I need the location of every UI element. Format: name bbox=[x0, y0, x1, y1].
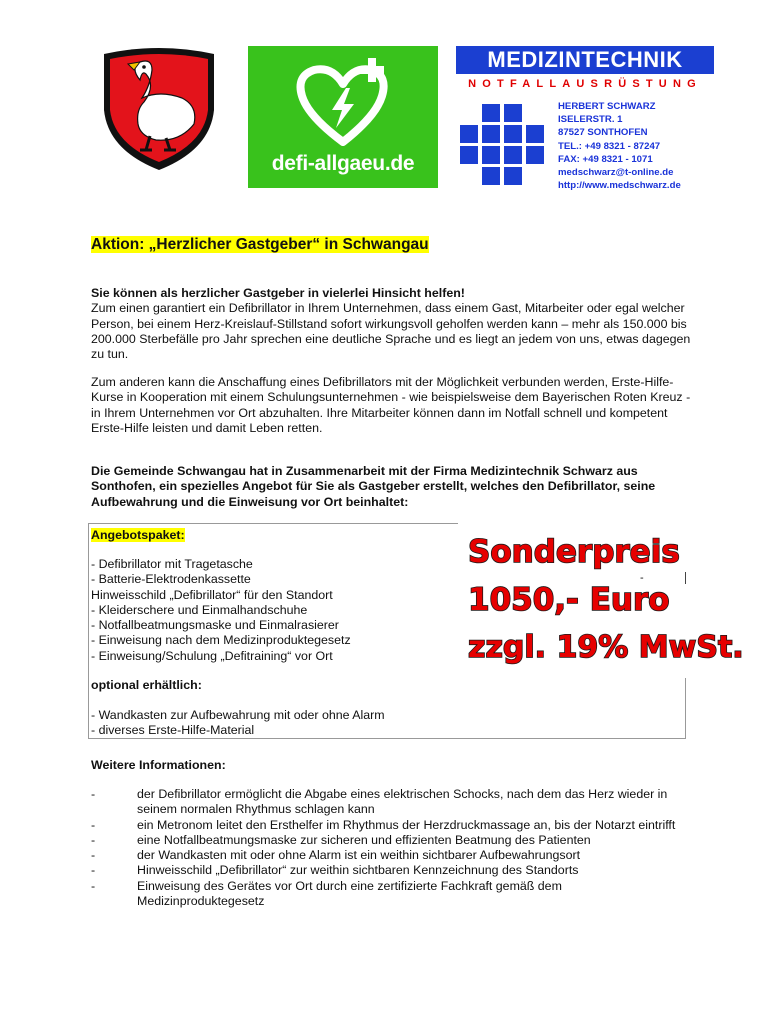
list-item-text: eine Notfallbeatmungsmaske zur sicheren und effizienten Beatmung des Patienten bbox=[137, 832, 591, 847]
swan-crest-logo bbox=[100, 46, 218, 172]
contact-city: 87527 SONTHOFEN bbox=[558, 127, 648, 139]
blue-squares-logo-icon bbox=[460, 102, 548, 188]
offer-box-border-left bbox=[88, 523, 89, 738]
list-item bbox=[91, 833, 691, 848]
document-title-text: Aktion: „Herzlicher Gastgeber“ in Schwangau bbox=[91, 236, 429, 253]
list-item: - diverses Erste-Hilfe-Material bbox=[91, 723, 255, 738]
list-item bbox=[91, 863, 691, 878]
offer-box-border-mark bbox=[685, 572, 686, 584]
contact-name: HERBERT SCHWARZ bbox=[558, 101, 656, 112]
document-title bbox=[91, 236, 429, 254]
company-contact-block bbox=[558, 100, 681, 192]
list-item-text: der Defibrillator ermöglicht die Abgabe eines elektrischen Schocks, nach dem das Herz wieder in seinem normalen Rhythmus schlagen kann bbox=[137, 787, 668, 817]
list-item: - Einweisung nach dem Medizinproduktegesetz bbox=[91, 633, 351, 648]
intro-paragraph bbox=[91, 286, 691, 362]
more-info-list bbox=[91, 787, 691, 909]
second-paragraph: Zum anderen kann die Anschaffung eines Defibrillators mit der Möglichkeit verbunden werden, Erste-Hilfe-Kurse in Kooperation mit einem Schulungsunternehmen - wie beispielsweise dem Bayerischen Roten Kreuz - in Ihrem Unternehmen vor Ort abzuhalten. Ihre Mitarbeiter können dann im Notfall schnell und kompetent Erste-Hilfe leisten und damit Leben retten. bbox=[91, 375, 691, 435]
list-item: - Wandkasten zur Aufbewahrung mit oder ohne Alarm bbox=[91, 708, 385, 722]
more-info-heading: Weitere Informationen: bbox=[91, 758, 226, 772]
list-dash: - bbox=[91, 878, 96, 893]
list-dash: - bbox=[91, 787, 96, 801]
offer-heading-text: Angebotspaket: bbox=[91, 528, 185, 542]
contact-fax: FAX: +49 8321 - 1071 bbox=[558, 153, 653, 165]
list-dash: - bbox=[91, 817, 96, 832]
intro-bold-line: Sie können als herzlicher Gastgeber in vielerlei Hinsicht helfen! bbox=[91, 286, 465, 300]
list-item: Hinweisschild „Defibrillator“ für den Standort bbox=[91, 587, 333, 602]
contact-email[interactable]: medschwarz@t-online.de bbox=[558, 167, 674, 179]
offer-list bbox=[91, 557, 351, 664]
stray-dash: - bbox=[640, 572, 644, 584]
list-item bbox=[91, 848, 691, 863]
special-price-label: Sonderpreis bbox=[468, 534, 680, 570]
list-item-text: Einweisung des Gerätes vor Ort durch eine zertifizierte Fachkraft gemäß dem Medizinproduktegesetz bbox=[137, 878, 562, 909]
medizintechnik-banner: MEDIZINTECHNIK bbox=[456, 46, 714, 74]
offer-box-border-right bbox=[685, 678, 686, 738]
optional-list bbox=[91, 708, 385, 739]
list-item: - Kleiderschere und Einmalhandschuhe bbox=[91, 602, 308, 617]
list-item: - Einweisung/Schulung „Defitraining“ vor Ort bbox=[91, 648, 333, 663]
price-amount: 1050,- Euro bbox=[468, 582, 670, 618]
optional-heading: optional erhältlich: bbox=[91, 678, 202, 692]
defi-allgaeu-logo bbox=[248, 46, 438, 188]
list-item-text: der Wandkasten mit oder ohne Alarm ist ein weithin sichtbarer Aufbewahrungsort bbox=[137, 848, 581, 863]
intro-text: Zum einen garantiert ein Defibrillator in Ihrem Unternehmen, dass einem Gast, Mitarbeiter oder egal welcher Person, bei einem Herz-Kreislauf-Stillstand sofort wirkungsvoll geholfen werden kann – mehr als 150.000 bis 200.000 Sterbefälle pro Jahr sprechen eine deutliche Sprache und es liegt an jedem von uns, etwas dagegen zu tun. bbox=[91, 301, 691, 362]
list-item: - Batterie-Elektrodenkassette bbox=[91, 572, 251, 587]
list-item bbox=[91, 818, 691, 833]
list-dash: - bbox=[91, 848, 96, 863]
list-item bbox=[91, 787, 691, 818]
contact-website[interactable]: http://www.medschwarz.de bbox=[558, 180, 681, 192]
contact-street: ISELERSTR. 1 bbox=[558, 114, 623, 126]
list-item bbox=[91, 879, 691, 910]
offer-box-border-top bbox=[88, 523, 458, 524]
list-item: - Defibrillator mit Tragetasche bbox=[91, 557, 253, 571]
price-vat-note: zzgl. 19% MwSt. bbox=[468, 630, 744, 665]
defi-brand-text: defi-allgaeu.de bbox=[271, 152, 415, 175]
list-item: - Notfallbeatmungsmaske und Einmalrasierer bbox=[91, 618, 339, 633]
heart-defibrillator-icon bbox=[288, 54, 398, 146]
offer-intro-paragraph: Die Gemeinde Schwangau hat in Zusammenarbeit mit der Firma Medizintechnik Schwarz aus Sonthofen, ein spezielles Angebot für Sie als Gastgeber erstellt, welches den Defibrillator, seine Aufbewahrung und die Einweisung vor Ort beinhaltet: bbox=[91, 464, 656, 509]
list-item-text: ein Metronom leitet den Ersthelfer im Rhythmus der Herzdruckmassage an, bis der Notarzt eintrifft bbox=[137, 817, 676, 832]
list-item-text: Hinweisschild „Defibrillator“ zur weithin sichtbaren Kennzeichnung des Standorts bbox=[137, 863, 579, 878]
medizintechnik-subtitle: NOTFALLAUSRÜSTUNG bbox=[468, 78, 702, 90]
offer-heading bbox=[91, 528, 185, 542]
list-dash: - bbox=[91, 832, 96, 847]
list-dash: - bbox=[91, 863, 96, 878]
contact-phone: TEL.: +49 8321 - 87247 bbox=[558, 140, 661, 152]
